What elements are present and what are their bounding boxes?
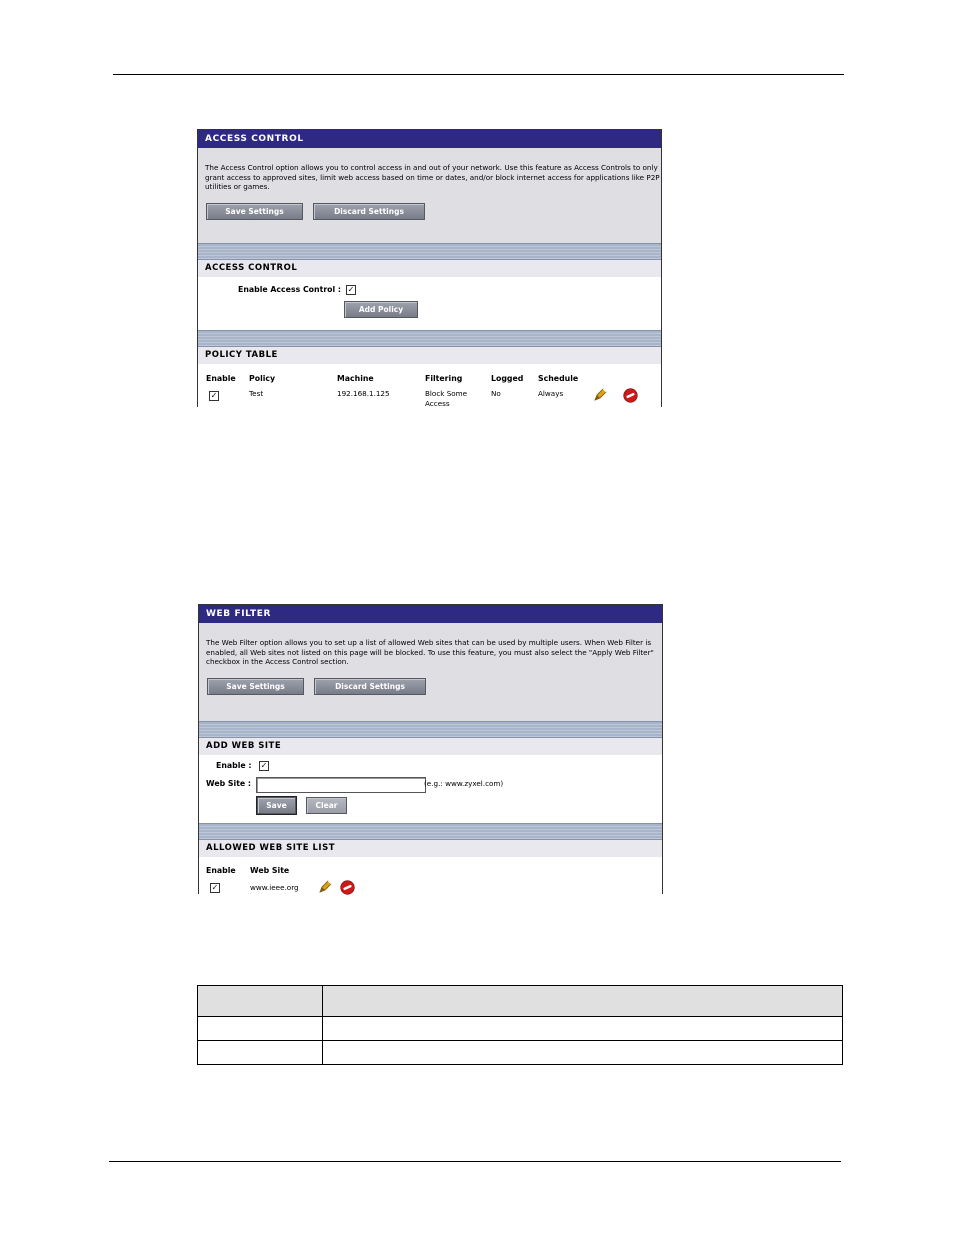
footer-rule (109, 1161, 841, 1162)
col-logged-header: Logged (491, 374, 524, 383)
enable-label: Enable : (216, 761, 252, 770)
allowed-web-site-list-title: ALLOWED WEB SITE LIST (199, 840, 662, 857)
table-cell (323, 1041, 843, 1065)
table-header-cell (323, 986, 843, 1017)
access-control-settings (198, 277, 661, 330)
web-site-input[interactable] (256, 777, 426, 793)
site-name: www.ieee.org (250, 883, 299, 892)
web-filter-button-row (206, 678, 655, 696)
table-header-row (198, 986, 843, 1017)
web-filter-intro-text: The Web Filter option allows you to set up a list of allowed Web sites that can be used by multiple users. When Web Filter is enabled, all Web sites not listed on this page will be blocked. To use this feature, you must also select the "Apply Web Filter" checkbox in the Access Control section. (206, 638, 654, 667)
add-web-site-title: ADD WEB SITE (199, 738, 662, 755)
access-control-panel (197, 129, 662, 407)
discard-settings-button[interactable]: Discard Settings (313, 203, 425, 220)
section-divider (198, 330, 661, 347)
allowed-web-site-list (199, 857, 662, 901)
pencil-edit-icon[interactable] (317, 879, 333, 895)
policy-table (198, 364, 661, 434)
section-divider (199, 823, 662, 840)
web-site-hint: (e.g.: www.zyxel.com) (424, 779, 504, 788)
col-enable-header: Enable (206, 866, 236, 875)
col-enable-header: Enable (206, 374, 236, 383)
clear-button[interactable]: Clear (306, 797, 347, 814)
col-schedule-header: Schedule (538, 374, 579, 383)
save-settings-button[interactable]: Save Settings (206, 203, 303, 220)
table-cell (198, 1017, 323, 1041)
pencil-edit-icon[interactable] (592, 387, 608, 403)
policy-table-title: POLICY TABLE (198, 347, 661, 364)
enable-access-control-checkbox[interactable]: ✓ (347, 285, 355, 294)
description-table (197, 985, 843, 1065)
save-settings-button[interactable]: Save Settings (207, 678, 304, 695)
enable-access-control-label: Enable Access Control : (238, 285, 342, 294)
table-row (198, 1017, 843, 1041)
discard-settings-button[interactable]: Discard Settings (314, 678, 426, 695)
web-site-label: Web Site : (206, 779, 252, 788)
col-machine-header: Machine (337, 374, 374, 383)
policy-enable-checkbox[interactable]: ✓ (210, 391, 218, 400)
access-control-intro-area (198, 148, 661, 243)
web-filter-title: WEB FILTER (199, 605, 662, 623)
save-button[interactable]: Save (257, 797, 296, 814)
col-filtering-header: Filtering (425, 374, 463, 383)
table-cell (323, 1017, 843, 1041)
section-divider (199, 721, 662, 738)
access-control-title: ACCESS CONTROL (198, 130, 661, 148)
delete-icon[interactable] (340, 880, 355, 895)
add-policy-button[interactable]: Add Policy (344, 301, 418, 318)
header-rule (113, 74, 844, 75)
policy-machine: 192.168.1.125 (337, 389, 390, 398)
enable-checkbox[interactable]: ✓ (260, 761, 268, 770)
delete-icon[interactable] (623, 388, 638, 403)
policy-filtering-line1: Block Some (425, 389, 468, 398)
policy-schedule: Always (538, 389, 564, 398)
section-divider (198, 243, 661, 260)
web-filter-panel (198, 604, 663, 894)
access-control-button-row (205, 203, 654, 221)
table-row (198, 1041, 843, 1065)
policy-name: Test (249, 389, 264, 398)
col-policy-header: Policy (249, 374, 276, 383)
access-control-intro-text: The Access Control option allows you to control access in and out of your network. Use this feature as Access Controls to only grant access to approved sites, limit web access based on time or dates, and/or block internet access for applications like P2P utilities or games. (205, 163, 660, 192)
table-cell (198, 1041, 323, 1065)
table-header-cell (198, 986, 323, 1017)
site-enable-checkbox[interactable]: ✓ (211, 883, 219, 892)
policy-logged: No (491, 389, 501, 398)
web-filter-intro-area (199, 623, 662, 721)
policy-filtering-line2: Access (425, 398, 450, 408)
access-control-section-title: ACCESS CONTROL (198, 260, 661, 277)
add-web-site-form (199, 755, 662, 823)
col-web-site-header: Web Site (250, 866, 290, 875)
